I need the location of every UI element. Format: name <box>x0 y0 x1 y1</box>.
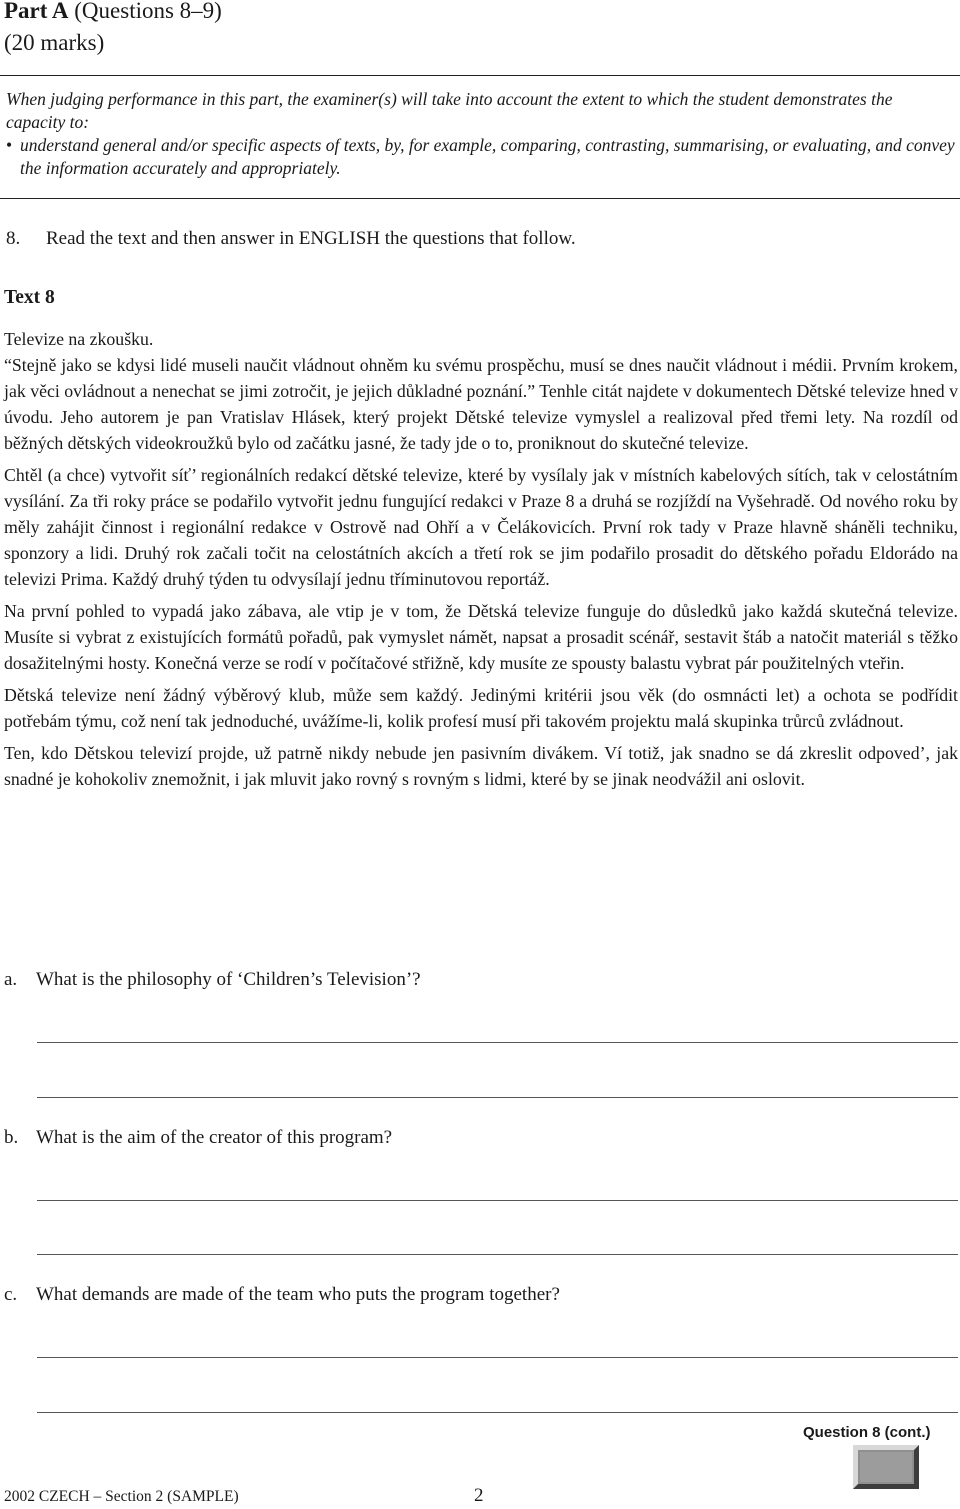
page-number: 2 <box>474 1485 484 1506</box>
question-8 <box>6 226 576 252</box>
question-c <box>4 1282 560 1308</box>
questions-range: (Questions 8–9) <box>74 0 222 23</box>
divider-top <box>0 75 960 76</box>
answer-line-c1[interactable] <box>37 1357 958 1358</box>
text-paragraph: Chtěl (a chce) vytvořit síť’ regionálních redakcí dětské televize, které by vysílaly jak v místních kabelových sítích, tak v celostátním vysílání. Za tři roky práce se podařilo vytvořit jednu fungující redakci v Praze 8 a druhá se rozjíždí na Vyšehradě. Od nového roku by měly zahájit činnost i regionální redakce v Ostrově nad Ohří a v Čelákovicích. První rok tady v Praze hlavně sháněli techniku, sponzory a lidi. Druhý rok začali točit na celostátních akcích a třetí rok se jim podařilo prosadit do dětského pořadu Eldorádo na televizi Prima. Každý druhý týden tu odvysílají jednu tříminutovou reportáž. <box>4 465 958 589</box>
question-box-label: Question 8 (cont.) <box>803 1424 931 1441</box>
instructions-intro: When judging performance in this part, the examiner(s) will take into account the extent to which the student demonstrates the capacity to: <box>6 89 893 132</box>
text-paragraph: Na první pohled to vypadá jako zábava, ale vtip je v tom, že Dětská televize funguje do důsledků jako každá skutečná televize. Musíte si vybrat z existujících formátů pořadů, pak vymyslet námět, napsat a prosadit scénář, sestavit štáb a natočit materiál s těžko dosažitelnými hosty. Konečná verze se rodí v počítačové střižně, kdy musíte ze spousty balastu vybrat pár použitelných vteřin. <box>4 601 958 673</box>
question-b <box>4 1125 392 1151</box>
instructions <box>6 88 956 180</box>
footer-exam-title: 2002 CZECH – Section 2 (SAMPLE) <box>4 1488 239 1505</box>
text-label: Text 8 <box>4 287 55 308</box>
question-letter: b. <box>4 1127 19 1148</box>
instructions-bullet: • understand general and/or specific aspects of texts, by, for example, comparing, contrasting, summarising, or evaluating, and convey the information accurately and appropriately. <box>6 134 956 180</box>
text-heading: Televize na zkoušku. <box>4 329 154 349</box>
text-body <box>4 326 958 798</box>
answer-line-a2[interactable] <box>37 1097 958 1098</box>
question-text: What is the philosophy of ‘Children’s Television’? <box>36 969 421 990</box>
question-prompt: Read the text and then answer in ENGLISH the questions that follow. <box>46 228 576 249</box>
question-number: 8. <box>6 228 21 249</box>
part-title <box>4 0 222 26</box>
question-letter: c. <box>4 1284 18 1305</box>
question-marks-box <box>853 1445 919 1489</box>
answer-line-b1[interactable] <box>37 1200 958 1201</box>
answer-line-b2[interactable] <box>37 1254 958 1255</box>
text-paragraph: Ten, kdo Dětskou televizí projde, už patrně nikdy nebude jen pasivním divákem. Ví totiž, jak snadno se dá zkreslit odpoved’, jak snadné je kohokoliv znemožnit, i jak mluvit jako rovný s rovným s lidmi, které by se jinak neodvážil ani oslovit. <box>4 743 958 789</box>
answer-line-c2[interactable] <box>37 1412 958 1413</box>
marks-label: (20 marks) <box>4 30 105 55</box>
question-letter: a. <box>4 969 18 990</box>
answer-line-a1[interactable] <box>37 1042 958 1043</box>
text-paragraph: Dětská televize není žádný výběrový klub, může sem každý. Jedinými kritérii jsou věk (do osmnácti let) a ochota se podřídit potřebám týmu, což není tak jednoduché, uvážíme-li, kolik profesí musí při takovém projektu malá skupinka trůrců zvládnout. <box>4 685 958 731</box>
question-a <box>4 967 421 993</box>
question-text: What demands are made of the team who puts the program together? <box>36 1284 560 1305</box>
part-label: Part A <box>4 0 69 23</box>
question-text: What is the aim of the creator of this program? <box>36 1127 393 1148</box>
divider-middle <box>0 198 960 199</box>
text-paragraph: “Stejně jako se kdysi lidé museli naučit vládnout ohněm ku svému prospěchu, musí se dnes naučit vládnout i médii. Prvním krokem, jak věci ovládnout a nenechat se jimi zotročit, je jejich důkladné poznání.” Tenhle citát najdete v dokumentech Dětské televize hned v úvodu. Jeho autorem je pan Vratislav Hlásek, který projekt Dětské televize vymyslel a realizoval před třemi lety. Na rozdíl od běžných dětských videokroužků bylo od začátku jasné, že tady jde o to, proniknout do skutečné televize. <box>4 355 958 453</box>
